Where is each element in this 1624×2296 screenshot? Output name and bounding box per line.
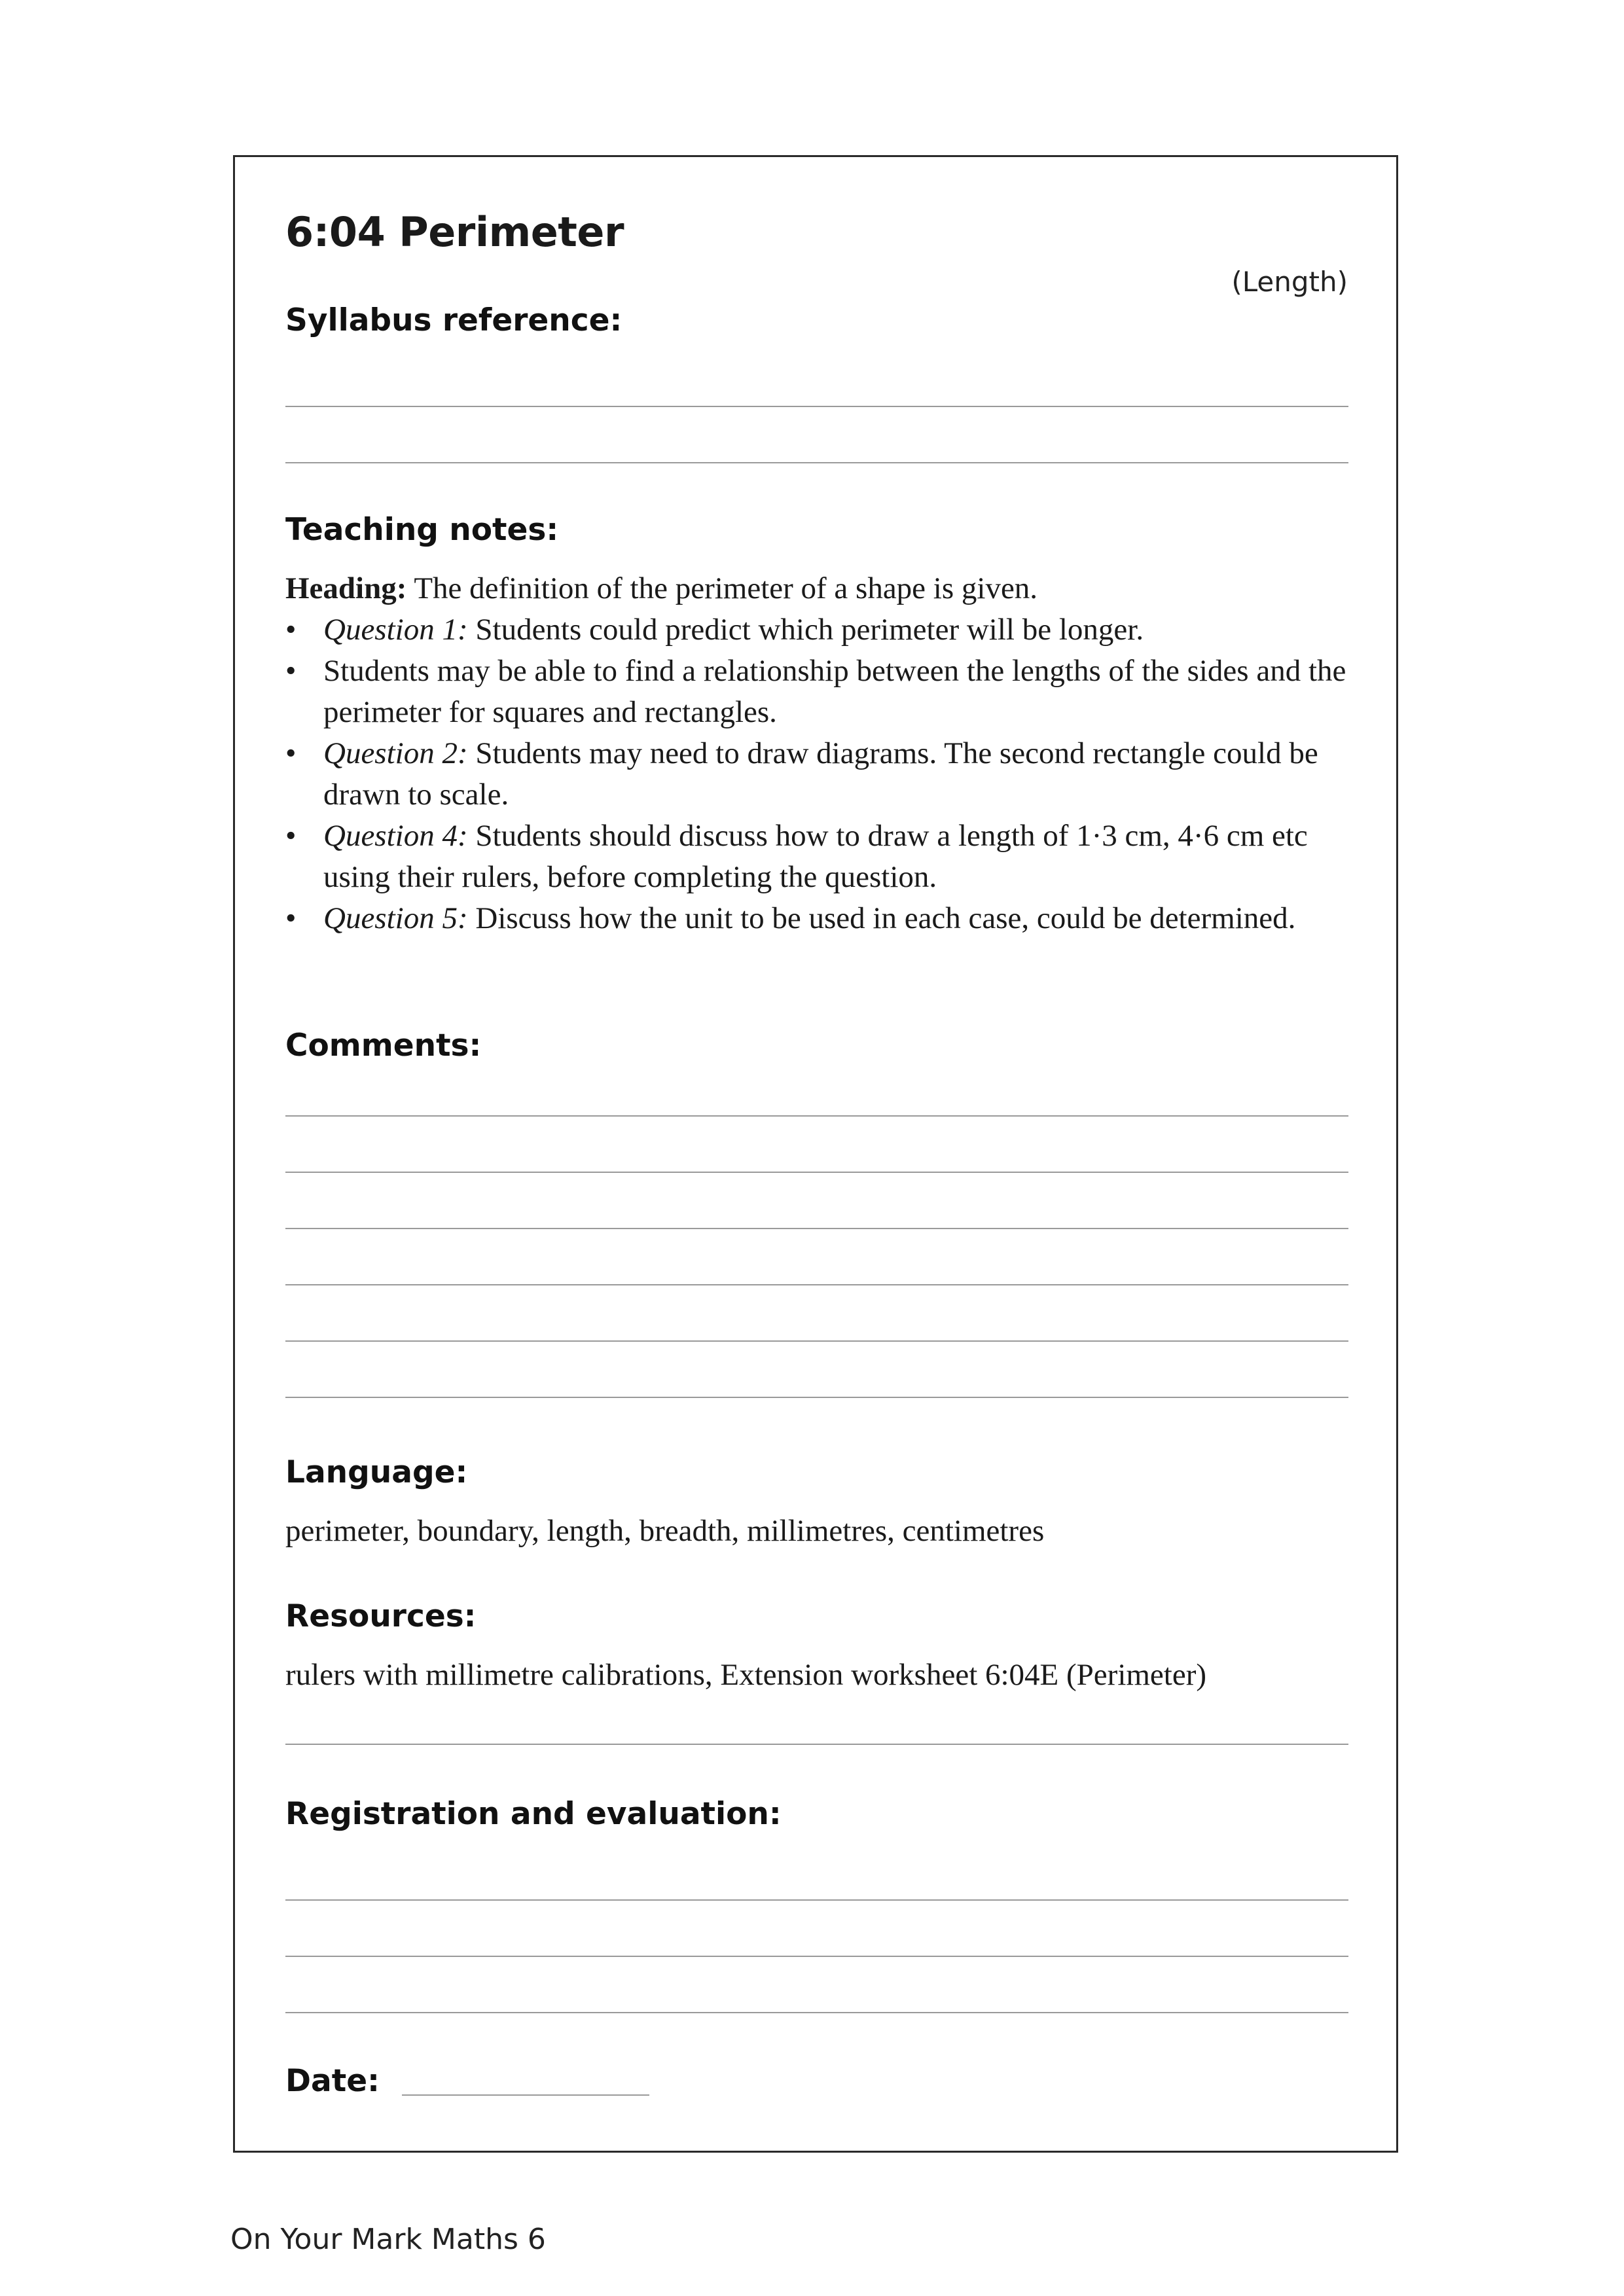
resources-line [285,1744,1348,1745]
date-label: Date: [285,2063,380,2099]
list-item-lead: Question 5: [323,901,468,935]
registration-line-3 [285,2012,1348,2013]
teaching-notes-list [285,609,1365,939]
syllabus-line-1 [285,406,1348,407]
registration-line-2 [285,1956,1348,1957]
list-item-text: Students should discuss how to draw a length of 1·3 cm, 4·6 cm etc using their rulers, before completing the question. [323,819,1308,894]
syllabus-heading: Syllabus reference: [285,302,623,338]
list-item [285,651,1365,733]
list-item [285,816,1365,898]
teaching-notes [285,568,1365,939]
teaching-notes-heading: Teaching notes: [285,512,559,548]
bullet-icon: • [285,736,297,770]
language-heading: Language: [285,1454,468,1490]
list-item-lead: Question 2: [323,736,468,770]
heading-note [285,568,1365,609]
registration-heading: Registration and evaluation: [285,1796,782,1832]
bullet-icon: • [285,819,297,853]
list-item-text: Students may be able to find a relationship between the lengths of the sides and the perimeter for squares and rectangles. [323,654,1346,729]
list-item-text: Discuss how the unit to be used in each case, could be determined. [467,901,1296,935]
bullet-icon: • [285,613,297,647]
list-item [285,898,1365,939]
worksheet-frame [233,155,1398,2153]
comments-heading: Comments: [285,1028,482,1064]
bullet-icon: • [285,901,297,935]
date-field-line [402,2094,649,2096]
comments-line-2 [285,1172,1348,1173]
comments-line-3 [285,1228,1348,1229]
heading-note-label: Heading: [285,571,407,605]
strand-label: (Length) [1231,266,1348,298]
footer-text: On Your Mark Maths 6 [230,2223,546,2256]
page-title: 6:04 Perimeter [285,208,624,256]
resources-heading: Resources: [285,1598,477,1634]
resources-text: rulers with millimetre calibrations, Extension worksheet 6:04E (Perimeter) [285,1658,1207,1692]
list-item-lead: Question 1: [323,613,468,647]
language-text: perimeter, boundary, length, breadth, millimetres, centimetres [285,1514,1045,1548]
comments-line-5 [285,1340,1348,1342]
registration-line-1 [285,1899,1348,1901]
list-item [285,609,1365,651]
bullet-icon: • [285,654,297,688]
list-item-lead: Question 4: [323,819,468,853]
list-item-text: Students may need to draw diagrams. The second rectangle could be drawn to scale. [323,736,1318,812]
list-item [285,733,1365,816]
syllabus-line-2 [285,462,1348,463]
comments-line-4 [285,1284,1348,1285]
comments-line-6 [285,1397,1348,1398]
heading-note-text: The definition of the perimeter of a shape is given. [406,571,1038,605]
comments-line-1 [285,1115,1348,1117]
list-item-text: Students could predict which perimeter will be longer. [467,613,1144,647]
